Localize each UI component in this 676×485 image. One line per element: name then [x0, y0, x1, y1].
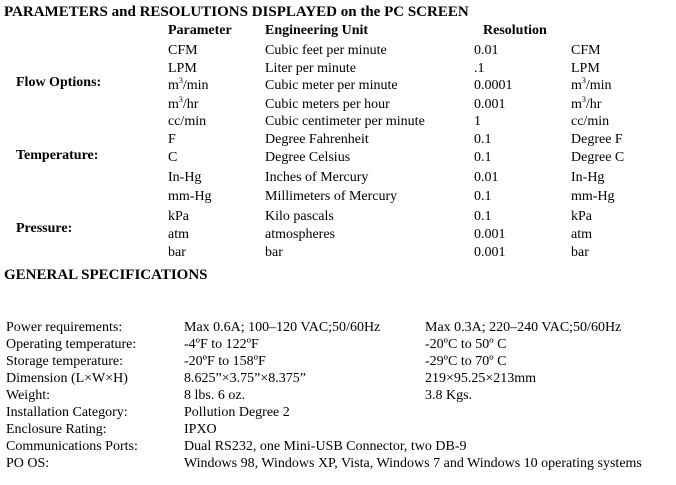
param-cell: C [168, 150, 178, 165]
unit-cell: Cubic centimeter per minute [265, 114, 425, 129]
spec-label: PO OS: [6, 456, 50, 471]
column-header-engineering-unit: Engineering Unit [265, 23, 369, 38]
spec-value-imperial: -20ºF to 158ºF [184, 354, 266, 369]
spec-label: Enclosure Rating: [6, 422, 107, 437]
spec-value-imperial: 8 lbs. 6 oz. [184, 388, 246, 403]
unit-cell: atmospheres [265, 227, 335, 242]
section-title-general-specifications: GENERAL SPECIFICATIONS [4, 267, 208, 283]
param-cell: $m^3/\min$ [168, 76, 209, 93]
param-cell: cc/min [168, 114, 207, 129]
spec-label: Operating temperature: [6, 337, 137, 352]
unit-cell: Cubic meter per minute [265, 78, 398, 93]
spec-value-imperial: Windows 98, Windows XP, Vista, Windows 7 and Windows 10 operating systems [184, 456, 642, 471]
resolution-cell: 0.1 [474, 189, 492, 204]
display-cell: mm-Hg [571, 189, 615, 204]
group-label-pressure: Pressure: [16, 221, 73, 236]
spec-value-metric: -29ºC to 70º C [425, 354, 507, 369]
display-cell: bar [571, 245, 589, 260]
resolution-cell: 0.0001 [474, 78, 513, 93]
spec-label: Communications Ports: [6, 439, 138, 454]
spec-label: Installation Category: [6, 405, 128, 420]
resolution-cell: 0.001 [474, 227, 506, 242]
page-title: PARAMETERS and RESOLUTIONS DISPLAYED on the PC SCREEN [4, 4, 469, 20]
unit-cell: Degree Fahrenheit [265, 132, 369, 147]
display-cell: kPa [571, 209, 592, 224]
resolution-cell: 0.01 [474, 43, 499, 58]
resolution-cell: 0.01 [474, 170, 499, 185]
resolution-cell: 0.1 [474, 150, 492, 165]
spec-value-imperial: 8.625”×3.75”×8.375” [184, 371, 306, 386]
display-cell: In-Hg [571, 170, 605, 185]
column-header-parameter: Parameter [168, 23, 232, 38]
spec-label: Weight: [6, 388, 50, 403]
spec-value-imperial: -4ºF to 122ºF [184, 337, 259, 352]
unit-cell: Cubic feet per minute [265, 43, 387, 58]
resolution-cell: .1 [474, 61, 485, 76]
param-cell: CFM [168, 43, 198, 58]
resolution-cell: 0.001 [474, 97, 506, 112]
spec-label: Dimension (L×W×H) [6, 371, 128, 386]
param-cell: atm [168, 227, 189, 242]
unit-cell: Millimeters of Mercury [265, 189, 398, 204]
spec-value-metric: 219×95.25×213mm [425, 371, 537, 386]
spec-value-metric: -20ºC to 50º C [425, 337, 507, 352]
unit-cell: Cubic meters per hour [265, 97, 390, 112]
display-cell: Degree F [571, 132, 623, 147]
param-cell: bar [168, 245, 186, 260]
spec-value-imperial: Max 0.6A; 100–120 VAC;50/60Hz [184, 320, 381, 335]
spec-value-metric: 3.8 Kgs. [425, 388, 473, 403]
spec-value-metric: Max 0.3A; 220–240 VAC;50/60Hz [425, 320, 622, 335]
display-cell: CFM [571, 43, 601, 58]
display-cell: cc/min [571, 114, 610, 129]
resolution-cell: 0.001 [474, 245, 506, 260]
column-header-resolution: Resolution [483, 23, 547, 38]
display-cell: Degree C [571, 150, 625, 165]
unit-cell: Liter per minute [265, 61, 356, 76]
display-cell: LPM [571, 61, 600, 76]
group-label-flow: Flow Options: [16, 75, 102, 90]
unit-cell: Kilo pascals [265, 209, 334, 224]
param-cell: kPa [168, 209, 189, 224]
spec-value-imperial: IPXO [184, 422, 217, 437]
unit-cell: bar [265, 245, 283, 260]
param-cell: $m^3/hr$ [168, 95, 199, 112]
spec-value-imperial: Dual RS232, one Mini-USB Connector, two DB-9 [184, 439, 467, 454]
display-cell: $m^3/\min$ [571, 76, 612, 93]
param-cell: F [168, 132, 176, 147]
display-cell: $m^3/hr$ [571, 95, 602, 112]
display-cell: atm [571, 227, 592, 242]
param-cell: LPM [168, 61, 197, 76]
unit-cell: Inches of Mercury [265, 170, 369, 185]
resolution-cell: 0.1 [474, 132, 492, 147]
spec-label: Power requirements: [6, 320, 123, 335]
resolution-cell: 0.1 [474, 209, 492, 224]
spec-label: Storage temperature: [6, 354, 124, 369]
group-label-temperature: Temperature: [16, 148, 99, 163]
param-cell: In-Hg [168, 170, 202, 185]
param-cell: mm-Hg [168, 189, 212, 204]
resolution-cell: 1 [474, 114, 481, 129]
unit-cell: Degree Celsius [265, 150, 351, 165]
spec-value-imperial: Pollution Degree 2 [184, 405, 290, 420]
